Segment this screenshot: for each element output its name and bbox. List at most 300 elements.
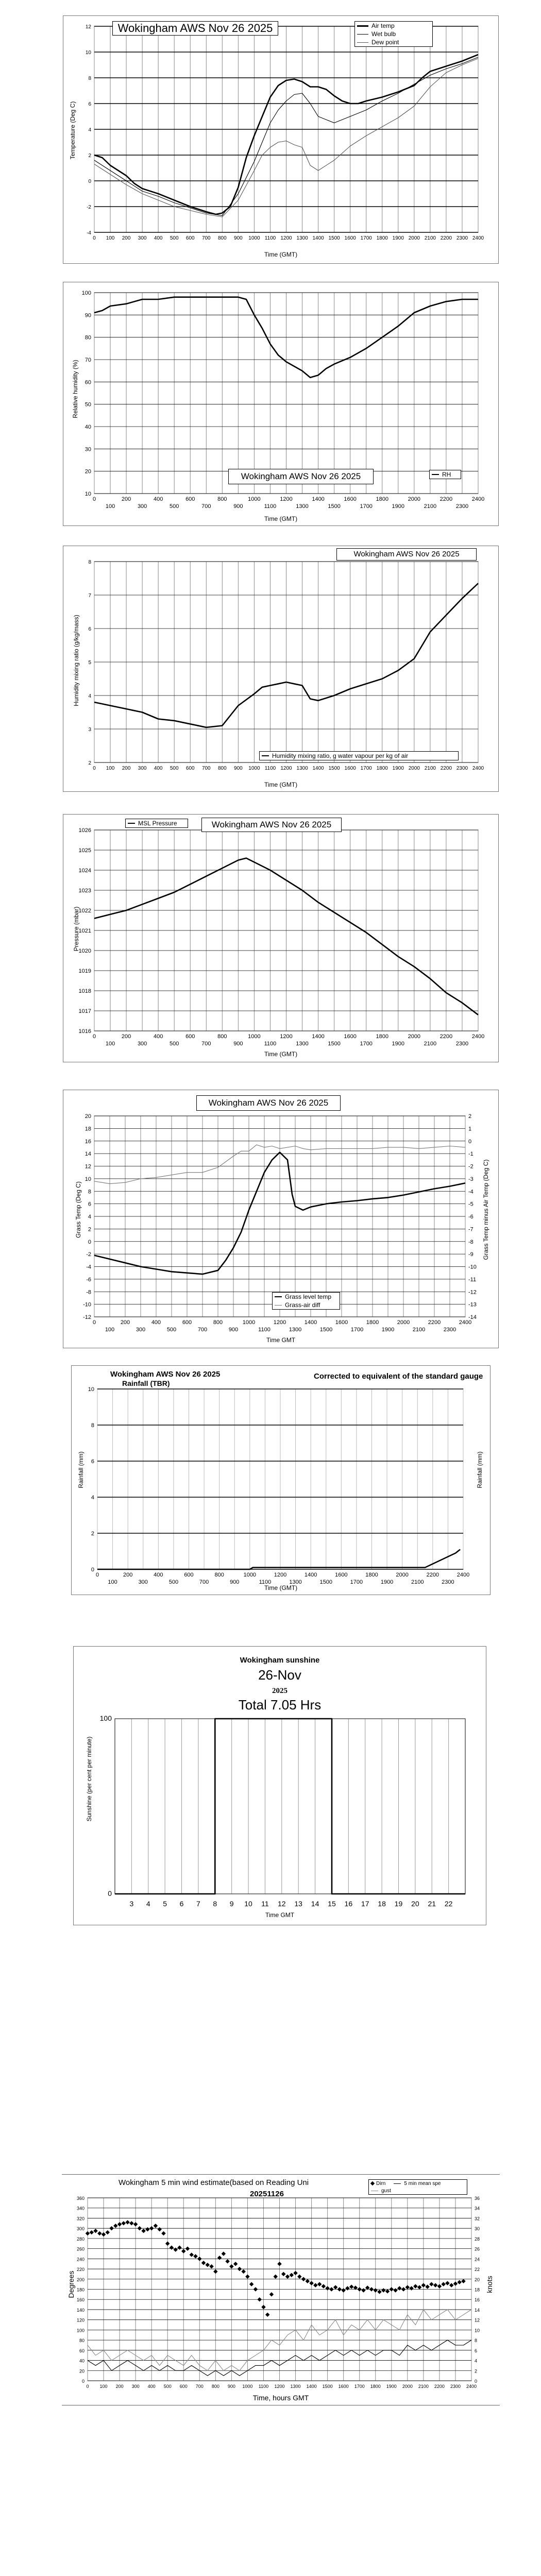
y-tick-label: 0 — [108, 1889, 112, 1897]
x-tick-label: 200 — [123, 1572, 133, 1578]
x-tick-label: 3 — [129, 1900, 134, 1908]
x-tick-label: 2300 — [456, 235, 468, 241]
y-tick-label: 80 — [84, 334, 91, 341]
x-tick-label: 2400 — [457, 1572, 470, 1578]
temperature-chart-panel — [63, 15, 499, 264]
x-tick-label: 300 — [136, 1327, 146, 1333]
y-right-tick-label: -11 — [468, 1276, 477, 1283]
x-tick-label: 14 — [311, 1900, 319, 1908]
x-tick-label: 1000 — [248, 235, 260, 241]
x-tick-label: 2400 — [471, 1033, 485, 1040]
x-tick-label: 1800 — [376, 1033, 388, 1040]
y-tick-label: 1017 — [78, 1008, 91, 1014]
x-tick-label: 2100 — [411, 1579, 424, 1585]
x-axis-label: Time (GMT) — [264, 515, 298, 522]
y-tick-label: 100 — [99, 1714, 112, 1722]
chart-year: 2025 — [272, 1687, 288, 1695]
x-tick-label: 600 — [185, 766, 195, 771]
x-tick-label: 1000 — [248, 1033, 261, 1040]
x-tick-label: 1200 — [280, 766, 292, 771]
y-tick-label: 300 — [76, 2226, 84, 2232]
y-tick-label: 140 — [76, 2307, 84, 2313]
y-right-tick-label: -6 — [468, 1214, 474, 1220]
y-right-tick-label: 18 — [475, 2287, 480, 2293]
x-tick-label: 400 — [147, 2384, 156, 2389]
x-tick-label: 13 — [294, 1900, 302, 1908]
x-tick-label: 900 — [227, 2384, 235, 2389]
y-tick-label: 60 — [84, 379, 91, 386]
x-tick-label: 1400 — [306, 2384, 317, 2389]
y-tick-label: 14 — [84, 1151, 91, 1158]
y-right-tick-label: -7 — [468, 1226, 474, 1233]
x-tick-label: 100 — [106, 235, 115, 241]
x-tick-label: 2400 — [466, 2384, 477, 2389]
y-tick-label: 1021 — [78, 928, 91, 934]
y-axis-label: Sunshine (per cent per minute) — [86, 1736, 93, 1822]
x-tick-label: 2000 — [408, 235, 420, 241]
wind-chart — [62, 2177, 500, 2404]
y-axis-label: Degrees — [67, 2270, 75, 2298]
y-tick-label: 4 — [88, 127, 91, 133]
x-tick-label: 7 — [196, 1900, 200, 1908]
x-tick-label: 2100 — [424, 235, 436, 241]
x-tick-label: 2300 — [450, 2384, 461, 2389]
x-tick-label: 1700 — [360, 235, 372, 241]
x-tick-label: 1600 — [344, 766, 356, 771]
x-tick-label: 1200 — [274, 2384, 285, 2389]
y-tick-label: 20 — [79, 2368, 84, 2374]
y-tick-label: 2 — [88, 153, 91, 159]
legend-mean-speed: 5 min mean spe — [404, 2180, 441, 2187]
y-tick-label: 0 — [88, 179, 91, 184]
y-tick-label: 2 — [88, 760, 91, 766]
y-tick-label: 1022 — [78, 908, 91, 914]
x-tick-label: 11 — [261, 1900, 269, 1908]
y-tick-label: 20 — [84, 1113, 91, 1120]
x-tick-label: 300 — [137, 1041, 147, 1047]
x-tick-label: 400 — [154, 766, 163, 771]
y-tick-label: 1018 — [78, 988, 91, 994]
x-tick-label: 6 — [179, 1900, 184, 1908]
y-tick-label: 8 — [88, 76, 91, 81]
y-right-tick-label: 0 — [468, 1138, 472, 1145]
x-tick-label: 900 — [234, 235, 243, 241]
y-tick-label: -6 — [86, 1276, 91, 1283]
x-tick-label: 0 — [93, 235, 96, 241]
x-tick-label: 700 — [201, 1041, 211, 1047]
y-right-tick-label: -10 — [468, 1264, 477, 1270]
y-tick-label: 1023 — [78, 888, 91, 894]
legend-rh: RH — [442, 471, 451, 478]
x-tick-label: 200 — [115, 2384, 124, 2389]
y-tick-label: 1020 — [78, 948, 91, 954]
x-tick-label: 1800 — [376, 766, 388, 771]
x-tick-label: 1800 — [366, 1319, 379, 1326]
x-tick-label: 15 — [328, 1900, 336, 1908]
x-tick-label: 1300 — [296, 1041, 309, 1047]
x-axis-label: Time GMT — [265, 1911, 295, 1919]
x-tick-label: 100 — [99, 2384, 108, 2389]
y-tick-label: 160 — [76, 2297, 84, 2303]
y-right-tick-label: -2 — [468, 1163, 474, 1170]
x-tick-label: 300 — [138, 235, 147, 241]
x-tick-label: 1400 — [312, 766, 324, 771]
legend-grass-air-diff: Grass-air diff — [285, 1301, 320, 1309]
x-tick-label: 12 — [278, 1900, 286, 1908]
y-tick-label: 0 — [91, 1567, 94, 1573]
chart-title: Wokingham 5 min wind estimate(based on Reading Uni — [119, 2178, 309, 2187]
x-tick-label: 900 — [228, 1327, 239, 1333]
y-tick-label: 1019 — [78, 968, 91, 974]
x-tick-label: 2100 — [424, 503, 437, 510]
x-tick-label: 900 — [230, 1579, 240, 1585]
y-tick-label: 5 — [88, 660, 91, 666]
x-tick-label: 2000 — [408, 496, 421, 502]
x-tick-label: 700 — [201, 503, 211, 510]
x-tick-label: 22 — [444, 1900, 453, 1908]
x-tick-label: 2400 — [471, 496, 485, 502]
x-tick-label: 200 — [122, 235, 131, 241]
x-tick-label: 1200 — [273, 1319, 286, 1326]
x-tick-label: 300 — [138, 766, 147, 771]
y-tick-label: -12 — [83, 1314, 91, 1320]
y-tick-label: 6 — [88, 626, 91, 632]
x-axis-label: Time GMT — [266, 1336, 296, 1344]
chart-total: Total 7.05 Hrs — [238, 1697, 322, 1713]
y-right-tick-label: 14 — [475, 2307, 480, 2313]
x-tick-label: 1800 — [376, 235, 388, 241]
y-tick-label: 1024 — [78, 868, 91, 874]
x-axis-label: Time (GMT) — [264, 251, 298, 258]
x-tick-label: 700 — [199, 1579, 209, 1585]
x-tick-label: 900 — [233, 503, 243, 510]
x-tick-label: 1200 — [280, 1033, 293, 1040]
x-tick-label: 300 — [138, 1579, 148, 1585]
x-tick-label: 1000 — [242, 1319, 256, 1326]
x-tick-label: 500 — [168, 1579, 179, 1585]
y-tick-label: 1026 — [78, 827, 91, 834]
x-tick-label: 2200 — [439, 1033, 453, 1040]
x-tick-label: 800 — [214, 1572, 224, 1578]
sunshine-chart-panel — [73, 1646, 486, 1925]
y-tick-label: 200 — [76, 2277, 84, 2282]
x-tick-label: 900 — [234, 766, 243, 771]
y-tick-label: -10 — [83, 1301, 91, 1308]
x-tick-label: 1300 — [296, 235, 308, 241]
x-tick-label: 2400 — [472, 766, 484, 771]
y-tick-label: 1025 — [78, 848, 91, 854]
y-tick-label: 120 — [76, 2317, 84, 2323]
y-tick-label: 220 — [76, 2267, 84, 2273]
y-tick-label: 100 — [81, 290, 91, 296]
y-tick-label: 10 — [88, 1386, 94, 1393]
y-tick-label: 10 — [84, 1176, 91, 1182]
x-tick-label: 700 — [197, 1327, 208, 1333]
x-tick-label: 1900 — [392, 235, 404, 241]
y-tick-label: 10 — [85, 50, 91, 56]
x-tick-label: 1600 — [335, 1572, 348, 1578]
x-tick-label: 0 — [92, 496, 96, 502]
x-tick-label: 1000 — [243, 1572, 257, 1578]
x-tick-label: 2300 — [443, 1327, 457, 1333]
y-axis-label: Temperature (Deg C) — [69, 101, 76, 160]
y-tick-label: -8 — [86, 1289, 91, 1296]
x-tick-label: 1700 — [360, 503, 373, 510]
x-tick-label: 2400 — [472, 235, 484, 241]
y-right-tick-label: 34 — [475, 2206, 480, 2211]
x-tick-label: 20 — [411, 1900, 419, 1908]
y-right-tick-label: -14 — [468, 1314, 477, 1320]
y-tick-label: 0 — [88, 1239, 91, 1245]
y-right-tick-label: 1 — [468, 1126, 472, 1132]
grass-temp-chart-panel — [63, 1090, 499, 1348]
y-axis-label: Relative humidity (%) — [72, 360, 79, 418]
x-tick-label: 1700 — [360, 1041, 373, 1047]
x-tick-label: 2000 — [408, 1033, 421, 1040]
y-tick-label: 260 — [76, 2246, 84, 2252]
y-axis-right-label: Rainfall (mm) — [476, 1451, 483, 1488]
y-right-tick-label: -5 — [468, 1201, 474, 1208]
y-axis-right-label: knots — [485, 2276, 494, 2293]
chart-legend — [259, 751, 459, 760]
x-tick-label: 1800 — [376, 496, 388, 502]
x-tick-label: 9 — [229, 1900, 234, 1908]
top-divider — [62, 2174, 500, 2175]
x-tick-label: 1600 — [344, 496, 357, 502]
x-tick-label: 2100 — [418, 2384, 429, 2389]
pressure-chart-panel — [63, 814, 499, 1062]
x-tick-label: 400 — [154, 235, 163, 241]
y-axis-label: Rainfall (mm) — [77, 1451, 84, 1488]
chart-subtitle: 26-Nov — [258, 1667, 301, 1683]
x-tick-label: 1400 — [312, 235, 324, 241]
chart-legend — [354, 21, 433, 47]
x-tick-label: 1800 — [365, 1572, 378, 1578]
x-tick-label: 4 — [146, 1900, 150, 1908]
x-tick-label: 1400 — [304, 1572, 317, 1578]
x-tick-label: 400 — [154, 1572, 163, 1578]
x-axis-label: Time (GMT) — [264, 1050, 298, 1058]
x-tick-label: 0 — [95, 1572, 99, 1578]
y-tick-label: -4 — [87, 230, 91, 236]
y-right-tick-label: 30 — [475, 2226, 480, 2232]
x-tick-label: 2100 — [412, 1327, 426, 1333]
x-tick-label: 200 — [120, 1319, 130, 1326]
temperature-chart — [63, 16, 498, 263]
x-tick-label: 2200 — [434, 2384, 445, 2389]
x-tick-label: 2100 — [424, 766, 436, 771]
y-tick-label: 2 — [88, 1226, 91, 1233]
x-tick-label: 400 — [151, 1319, 161, 1326]
x-tick-label: 2200 — [440, 766, 452, 771]
x-tick-label: 1500 — [328, 766, 340, 771]
x-tick-label: 1300 — [290, 2384, 301, 2389]
x-axis-label: Time, hours GMT — [252, 2394, 309, 2402]
x-tick-label: 1100 — [258, 2384, 269, 2389]
y-right-tick-label: -12 — [468, 1289, 477, 1296]
x-tick-label: 800 — [211, 2384, 219, 2389]
y-tick-label: 40 — [79, 2358, 84, 2364]
y-axis-label: Grass Temp (Deg C) — [75, 1181, 82, 1238]
y-right-tick-label: 0 — [475, 2379, 478, 2384]
x-tick-label: 1400 — [304, 1319, 317, 1326]
chart-subtitle: 20251126 — [250, 2190, 284, 2198]
chart-title: Wokingham AWS Nov 26 2025 — [228, 469, 374, 484]
x-tick-label: 100 — [105, 1327, 115, 1333]
x-tick-label: 0 — [92, 1319, 96, 1326]
x-tick-label: 1100 — [264, 503, 277, 510]
x-tick-label: 1900 — [392, 1041, 405, 1047]
x-tick-label: 2100 — [424, 1041, 437, 1047]
y-right-tick-label: 2 — [475, 2368, 478, 2374]
x-tick-label: 5 — [163, 1900, 167, 1908]
x-tick-label: 100 — [105, 503, 115, 510]
x-tick-label: 1500 — [319, 1327, 333, 1333]
y-axis-label: Humidity mixing ratio (g/kg/mass) — [73, 615, 80, 706]
x-tick-label: 900 — [233, 1041, 243, 1047]
y-tick-label: 8 — [88, 1189, 91, 1195]
y-tick-label: 40 — [84, 424, 91, 430]
y-right-tick-label: 24 — [475, 2257, 480, 2262]
x-tick-label: 1300 — [289, 1579, 302, 1585]
legend-dirn: Dirn — [376, 2180, 386, 2187]
legend-wet-bulb: Wet bulb — [371, 30, 396, 38]
y-right-tick-label: 2 — [468, 1113, 472, 1120]
x-tick-label: 0 — [93, 766, 96, 771]
y-right-tick-label: -13 — [468, 1301, 477, 1308]
x-tick-label: 800 — [217, 496, 227, 502]
chart-title: Wokingham sunshine — [240, 1656, 320, 1665]
x-tick-label: 2000 — [402, 2384, 413, 2389]
x-tick-label: 300 — [137, 503, 147, 510]
x-tick-label: 1400 — [312, 1033, 325, 1040]
rainfall-chart-panel — [71, 1365, 491, 1595]
y-tick-label: 70 — [84, 357, 91, 363]
x-tick-label: 0 — [86, 2384, 89, 2389]
x-tick-label: 1100 — [264, 1041, 277, 1047]
y-tick-label: 320 — [76, 2216, 84, 2222]
x-tick-label: 700 — [195, 2384, 204, 2389]
x-tick-label: 2000 — [396, 1572, 409, 1578]
x-tick-label: 800 — [217, 766, 227, 771]
x-axis-label: Time (GMT) — [264, 1584, 298, 1591]
legend-air-temp: Air temp — [371, 22, 395, 29]
x-tick-label: 1800 — [370, 2384, 381, 2389]
x-tick-label: 600 — [185, 1033, 195, 1040]
x-tick-label: 800 — [217, 235, 227, 241]
legend-dew-point: Dew point — [371, 39, 399, 46]
x-tick-label: 1500 — [322, 2384, 333, 2389]
y-tick-label: 240 — [76, 2257, 84, 2262]
x-tick-label: 1100 — [264, 766, 276, 771]
x-tick-label: 2000 — [397, 1319, 410, 1326]
y-right-tick-label: -4 — [468, 1189, 474, 1195]
x-tick-label: 1900 — [392, 766, 404, 771]
x-tick-label: 1700 — [360, 766, 372, 771]
y-tick-label: 20 — [84, 468, 91, 475]
chart-legend — [125, 819, 188, 828]
y-tick-label: 0 — [81, 2379, 84, 2384]
y-tick-label: 16 — [84, 1138, 91, 1145]
x-tick-label: 2200 — [426, 1572, 439, 1578]
x-tick-label: 2300 — [455, 503, 469, 510]
x-tick-label: 1600 — [344, 235, 356, 241]
chart-note: Corrected to equivalent of the standard gauge — [314, 1372, 483, 1381]
x-tick-label: 300 — [131, 2384, 140, 2389]
x-tick-label: 1100 — [259, 1579, 272, 1585]
x-tick-label: 1500 — [328, 1041, 341, 1047]
y-tick-label: -2 — [87, 205, 91, 210]
chart-legend — [368, 2179, 467, 2195]
y-tick-label: 12 — [84, 1163, 91, 1170]
x-tick-label: 2300 — [455, 1041, 469, 1047]
y-right-tick-label: 20 — [475, 2277, 480, 2282]
y-tick-label: 6 — [88, 1201, 91, 1208]
x-tick-label: 600 — [185, 496, 195, 502]
x-tick-label: 19 — [394, 1900, 403, 1908]
x-tick-label: 800 — [217, 1033, 227, 1040]
x-tick-label: 1400 — [312, 496, 325, 502]
y-tick-label: 360 — [76, 2196, 84, 2201]
y-tick-label: 7 — [88, 593, 91, 599]
y-tick-label: 90 — [84, 312, 91, 319]
x-tick-label: 1000 — [248, 496, 261, 502]
humidity-chart — [63, 282, 498, 526]
x-tick-label: 500 — [163, 2384, 172, 2389]
chart-legend — [272, 1292, 340, 1310]
x-tick-label: 500 — [170, 1041, 179, 1047]
x-tick-label: 700 — [201, 766, 211, 771]
x-tick-label: 2300 — [442, 1579, 454, 1585]
y-tick-label: 18 — [84, 1126, 91, 1132]
y-tick-label: 30 — [84, 446, 91, 453]
x-tick-label: 1600 — [335, 1319, 348, 1326]
x-tick-label: 2200 — [439, 496, 453, 502]
y-right-tick-label: 36 — [475, 2196, 480, 2201]
y-right-tick-label: 6 — [475, 2348, 478, 2353]
x-tick-label: 1900 — [392, 503, 405, 510]
legend-dirn-marker — [370, 2181, 375, 2185]
x-tick-label: 100 — [105, 1041, 115, 1047]
y-tick-label: 340 — [76, 2206, 84, 2211]
x-tick-label: 200 — [121, 1033, 131, 1040]
y-tick-label: 280 — [76, 2236, 84, 2242]
plot-area — [115, 1719, 465, 1894]
y-right-tick-label: 22 — [475, 2267, 480, 2273]
legend-mixing-ratio: Humidity mixing ratio, g water vapour per kg of air — [272, 752, 409, 759]
x-tick-label: 0 — [92, 1033, 96, 1040]
y-right-tick-label: 28 — [475, 2236, 480, 2242]
y-axis-right-label: Grass Temp minus Air Temp (Deg C) — [482, 1159, 489, 1260]
y-right-tick-label: -3 — [468, 1176, 474, 1182]
y-tick-label: 10 — [84, 491, 91, 497]
chart-title: Wokingham AWS Nov 26 2025 — [110, 1370, 221, 1379]
y-tick-label: 4 — [91, 1495, 94, 1501]
y-tick-label: 50 — [84, 401, 91, 408]
x-tick-label: 1600 — [338, 2384, 349, 2389]
x-tick-label: 1500 — [328, 503, 341, 510]
mixing-ratio-chart-panel — [63, 546, 499, 792]
x-tick-label: 2200 — [440, 235, 452, 241]
chart-title: Wokingham AWS Nov 26 2025 — [196, 1095, 341, 1111]
y-tick-label: -2 — [86, 1251, 91, 1258]
x-tick-label: 1300 — [289, 1327, 302, 1333]
y-tick-label: 12 — [85, 24, 91, 30]
x-tick-label: 1100 — [258, 1327, 270, 1333]
x-tick-label: 2400 — [459, 1319, 472, 1326]
x-tick-label: 1500 — [319, 1579, 332, 1585]
x-tick-label: 1600 — [344, 1033, 357, 1040]
